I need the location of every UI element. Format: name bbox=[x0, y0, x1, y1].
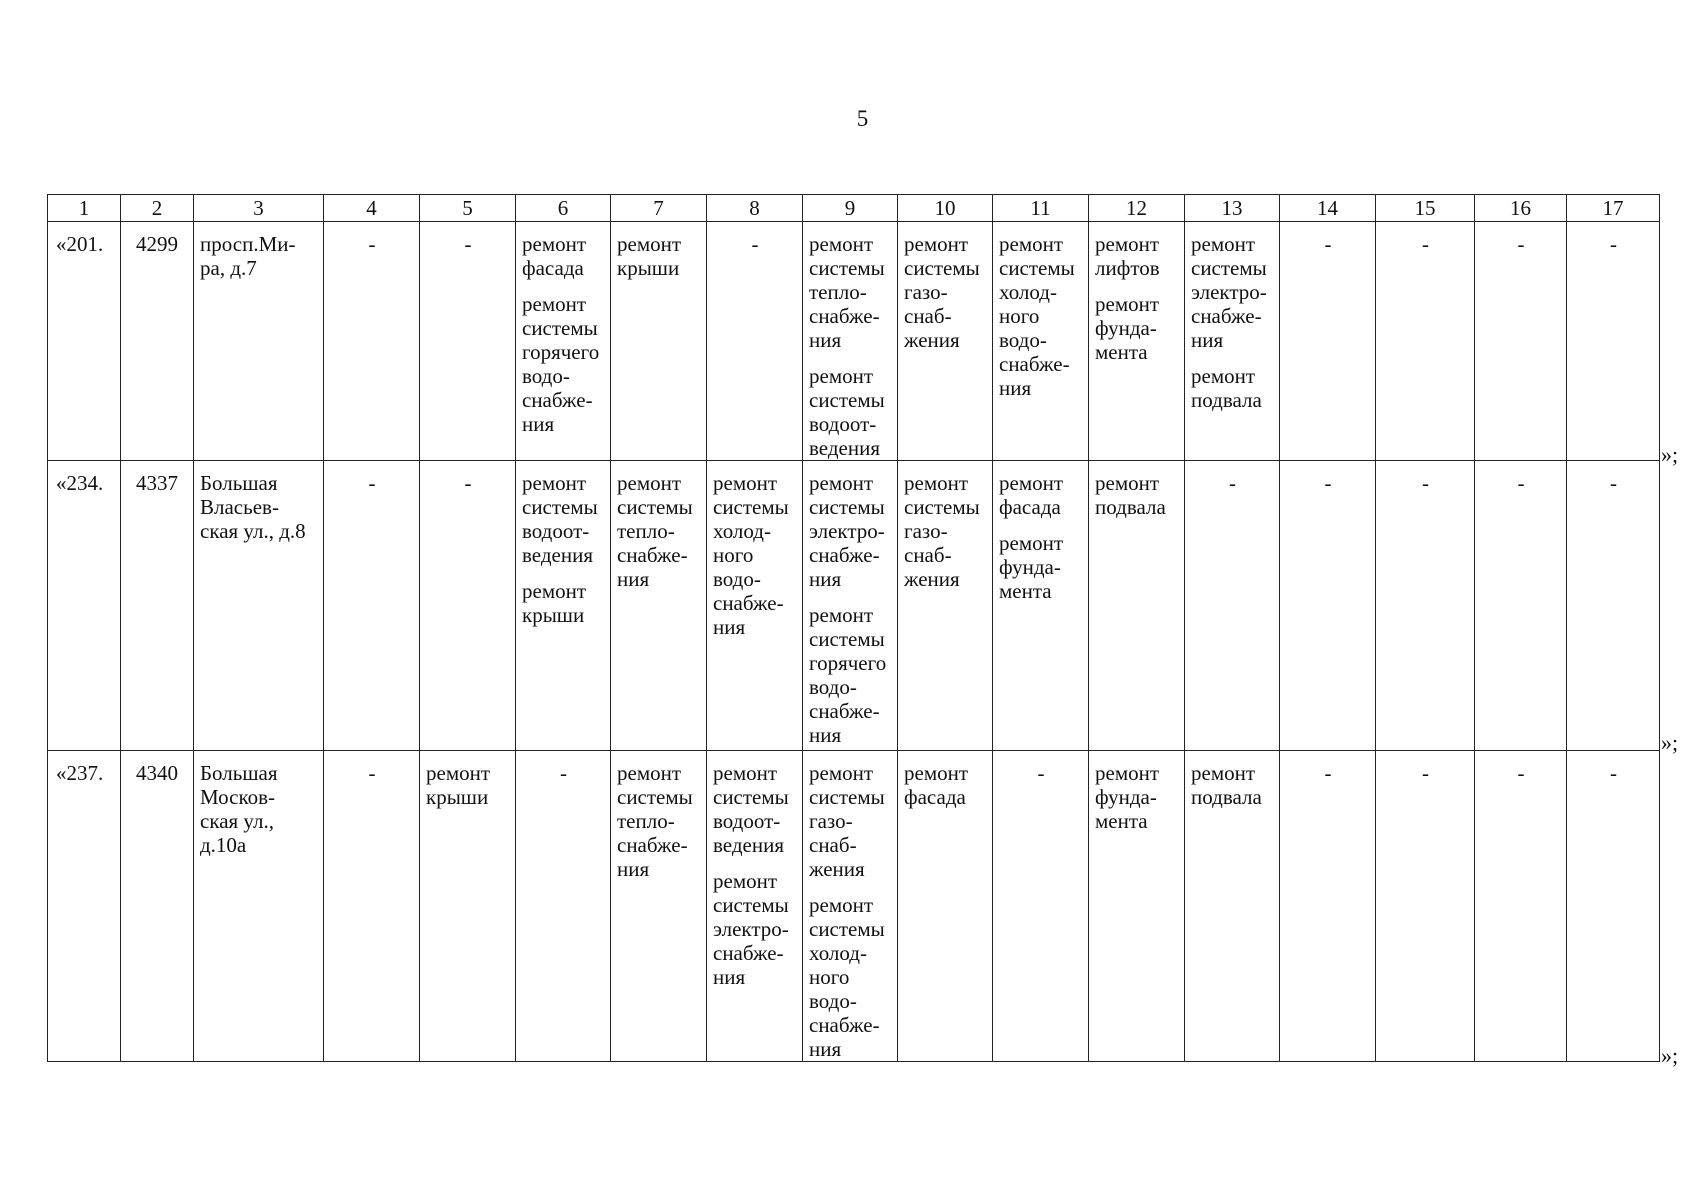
cell-text-line: - bbox=[1517, 232, 1525, 256]
cell-text-line: ремонт bbox=[617, 471, 682, 495]
cell-text-line: тепло- bbox=[617, 809, 675, 833]
column-header: 16 bbox=[1475, 195, 1567, 222]
cell-text-line: мента bbox=[999, 579, 1052, 603]
cell-entry bbox=[809, 471, 892, 591]
cell-text-line: электро- bbox=[1191, 280, 1267, 304]
cell-text-line: снабже- bbox=[809, 543, 880, 567]
column-header: 8 bbox=[707, 195, 803, 222]
table-row bbox=[48, 222, 1660, 461]
cell-text-line: системы bbox=[809, 388, 885, 412]
cell-entry bbox=[1481, 232, 1561, 256]
table-cell bbox=[1475, 751, 1567, 1062]
table-cell bbox=[898, 461, 993, 751]
page-number: 5 bbox=[856, 106, 869, 131]
cell-entry bbox=[1286, 761, 1370, 785]
cell-text-line: системы bbox=[1191, 256, 1267, 280]
cell-text-line: горячего bbox=[522, 340, 600, 364]
table-cell bbox=[707, 461, 803, 751]
cell-text-line: ская ул., д.8 bbox=[200, 519, 306, 543]
cell-text-line: ремонт bbox=[999, 232, 1064, 256]
cell-text-line: ремонт bbox=[1191, 761, 1256, 785]
table-cell bbox=[194, 461, 324, 751]
cell-entry bbox=[617, 761, 701, 881]
cell-text-line: просп.Ми- bbox=[200, 232, 296, 256]
cell-entry bbox=[1382, 471, 1469, 495]
table-cell bbox=[324, 222, 420, 461]
cell-text-line: водоот- bbox=[809, 412, 877, 436]
cell-text-line: Большая bbox=[200, 761, 278, 785]
cell-entry bbox=[200, 232, 318, 280]
cell-text-line: - bbox=[1610, 232, 1617, 256]
cell-text-line: - bbox=[368, 761, 376, 785]
cell-text-line: ская ул., bbox=[200, 809, 274, 833]
cell-entry bbox=[999, 531, 1083, 603]
cell-entry bbox=[999, 761, 1083, 785]
cell-text-line: ния bbox=[809, 567, 842, 591]
cell-text-line: снаб- bbox=[809, 833, 857, 857]
cell-text-line: ного bbox=[713, 543, 754, 567]
cell-entry bbox=[713, 869, 797, 989]
cell-text-line: - bbox=[1324, 471, 1332, 495]
cell-text-line: «237. bbox=[56, 761, 104, 785]
cell-entry bbox=[904, 761, 987, 809]
table-cell bbox=[420, 461, 516, 751]
cell-text-line: ния bbox=[1191, 328, 1224, 352]
table-cell bbox=[611, 751, 707, 1062]
cell-entry bbox=[617, 471, 701, 591]
cell-entry bbox=[56, 471, 118, 495]
table-cell bbox=[1475, 222, 1567, 461]
cell-text-line: жения bbox=[904, 328, 960, 352]
cell-text-line: газо- bbox=[809, 809, 853, 833]
column-header: 15 bbox=[1376, 195, 1475, 222]
cell-entry bbox=[123, 471, 191, 495]
cell-entry bbox=[522, 292, 605, 436]
table-cell bbox=[121, 461, 194, 751]
cell-text-line: фунда- bbox=[999, 555, 1061, 579]
cell-text-line: электро- bbox=[809, 519, 885, 543]
cell-text-line: водо- bbox=[713, 567, 761, 591]
column-header: 4 bbox=[324, 195, 420, 222]
cell-entry bbox=[1191, 364, 1274, 412]
table-cell bbox=[707, 751, 803, 1062]
cell-text-line: системы bbox=[809, 627, 885, 651]
table-cell bbox=[1475, 461, 1567, 751]
cell-text-line: ния bbox=[617, 567, 650, 591]
cell-text-line: ремонт bbox=[522, 232, 587, 256]
cell-text-line: ремонт bbox=[809, 893, 874, 917]
cell-entry bbox=[1573, 232, 1654, 256]
column-header: 11 bbox=[993, 195, 1089, 222]
cell-text-line: ния bbox=[522, 412, 555, 436]
cell-entry bbox=[1095, 471, 1179, 519]
table-cell bbox=[194, 222, 324, 461]
row-end-quote-marker: »; bbox=[1661, 1043, 1679, 1068]
cell-text-line: тепло- bbox=[809, 280, 867, 304]
cell-text-line: ремонт bbox=[713, 869, 778, 893]
cell-text-line: - bbox=[1610, 471, 1617, 495]
table-cell bbox=[1185, 222, 1280, 461]
cell-text-line: водоот- bbox=[522, 519, 590, 543]
column-header: 2 bbox=[121, 195, 194, 222]
table-cell bbox=[516, 222, 611, 461]
cell-text-line: ния bbox=[713, 615, 746, 639]
cell-text-line: фасада bbox=[522, 256, 584, 280]
cell-text-line: ного bbox=[999, 304, 1040, 328]
cell-text-line: снабже- bbox=[809, 304, 880, 328]
cell-entry bbox=[1191, 761, 1274, 809]
cell-entry bbox=[1095, 761, 1179, 833]
table-cell bbox=[324, 461, 420, 751]
cell-text-line: - bbox=[1610, 761, 1617, 785]
column-header: 9 bbox=[803, 195, 898, 222]
cell-text-line: Большая bbox=[200, 471, 278, 495]
table-cell bbox=[48, 461, 121, 751]
table-cell bbox=[993, 222, 1089, 461]
cell-text-line: водо- bbox=[809, 989, 857, 1013]
cell-text-line: фунда- bbox=[1095, 785, 1157, 809]
cell-text-line: снабже- bbox=[713, 941, 784, 965]
cell-text-line: крыши bbox=[522, 603, 585, 627]
cell-entry bbox=[999, 471, 1083, 519]
cell-text-line: ремонт bbox=[617, 761, 682, 785]
cell-text-line: холод- bbox=[999, 280, 1057, 304]
cell-entry bbox=[809, 232, 892, 352]
cell-text-line: ремонт bbox=[426, 761, 491, 785]
cell-text-line: ремонт bbox=[1095, 471, 1160, 495]
cell-entry bbox=[904, 232, 987, 352]
table-cell bbox=[1185, 461, 1280, 751]
table-cell bbox=[611, 222, 707, 461]
cell-text-line: ремонт bbox=[1191, 364, 1256, 388]
column-number-header-row bbox=[48, 195, 1660, 222]
cell-text-line: системы bbox=[809, 785, 885, 809]
table-cell bbox=[194, 751, 324, 1062]
cell-text-line: горячего bbox=[809, 651, 887, 675]
cell-text-line: тепло- bbox=[617, 519, 675, 543]
cell-entry bbox=[1481, 471, 1561, 495]
cell-text-line: системы bbox=[522, 495, 598, 519]
cell-entry bbox=[1573, 471, 1654, 495]
cell-entry bbox=[904, 471, 987, 591]
column-header: 13 bbox=[1185, 195, 1280, 222]
cell-text-line: снаб- bbox=[904, 543, 952, 567]
table-cell bbox=[993, 751, 1089, 1062]
repair-schedule-table bbox=[47, 194, 1660, 1062]
column-header: 5 bbox=[420, 195, 516, 222]
column-header: 14 bbox=[1280, 195, 1376, 222]
cell-text-line: подвала bbox=[1191, 388, 1262, 412]
cell-text-line: фунда- bbox=[1095, 316, 1157, 340]
row-end-quote-marker: »; bbox=[1661, 730, 1679, 755]
table-cell bbox=[1089, 751, 1185, 1062]
cell-text-line: фасада bbox=[904, 785, 966, 809]
cell-text-line: системы bbox=[809, 495, 885, 519]
cell-text-line: 4340 bbox=[136, 761, 178, 785]
cell-text-line: - bbox=[464, 471, 472, 495]
table-cell bbox=[324, 751, 420, 1062]
cell-entry bbox=[617, 232, 701, 280]
cell-text-line: - bbox=[1517, 471, 1525, 495]
cell-entry bbox=[1191, 471, 1274, 495]
cell-text-line: ремонт bbox=[713, 761, 778, 785]
cell-text-line: - bbox=[1422, 232, 1429, 256]
cell-entry bbox=[1095, 292, 1179, 364]
cell-text-line: - bbox=[560, 761, 567, 785]
cell-entry bbox=[1382, 232, 1469, 256]
table-cell bbox=[1376, 751, 1475, 1062]
table-cell bbox=[420, 751, 516, 1062]
cell-text-line: снабже- bbox=[809, 699, 880, 723]
table-cell bbox=[707, 222, 803, 461]
cell-text-line: ведения bbox=[522, 543, 593, 567]
cell-text-line: системы bbox=[999, 256, 1075, 280]
column-header: 7 bbox=[611, 195, 707, 222]
cell-text-line: системы bbox=[713, 495, 789, 519]
cell-text-line: газо- bbox=[904, 280, 948, 304]
cell-text-line: снабже- bbox=[522, 388, 593, 412]
cell-text-line: ра, д.7 bbox=[200, 256, 257, 280]
cell-text-line: - bbox=[464, 232, 472, 256]
cell-text-line: ния bbox=[809, 723, 842, 747]
table-cell bbox=[898, 222, 993, 461]
cell-text-line: - bbox=[1517, 761, 1525, 785]
column-header: 6 bbox=[516, 195, 611, 222]
table-cell bbox=[121, 751, 194, 1062]
table-cell bbox=[1567, 751, 1660, 1062]
cell-entry bbox=[713, 232, 797, 256]
cell-text-line: - bbox=[751, 232, 759, 256]
cell-entry bbox=[330, 471, 414, 495]
cell-text-line: - bbox=[1324, 232, 1332, 256]
cell-text-line: холод- bbox=[713, 519, 771, 543]
cell-text-line: снабже- bbox=[617, 833, 688, 857]
cell-text-line: холод- bbox=[809, 941, 867, 965]
cell-text-line: ремонт bbox=[522, 292, 587, 316]
cell-entry bbox=[522, 761, 605, 785]
cell-text-line: - bbox=[1422, 761, 1429, 785]
cell-text-line: системы bbox=[522, 316, 598, 340]
cell-text-line: ния bbox=[809, 1037, 842, 1061]
cell-entry bbox=[522, 579, 605, 627]
cell-text-line: - bbox=[1037, 761, 1045, 785]
cell-text-line: мента bbox=[1095, 809, 1148, 833]
cell-text-line: - bbox=[1229, 471, 1236, 495]
cell-entry bbox=[200, 761, 318, 857]
cell-entry bbox=[1481, 761, 1561, 785]
cell-text-line: - bbox=[1324, 761, 1332, 785]
cell-text-line: ремонт bbox=[1095, 292, 1160, 316]
table-cell bbox=[1089, 222, 1185, 461]
cell-text-line: водо- bbox=[522, 364, 570, 388]
cell-entry bbox=[522, 471, 605, 567]
cell-text-line: снабже- bbox=[999, 352, 1070, 376]
cell-entry bbox=[809, 893, 892, 1061]
table-cell bbox=[1376, 461, 1475, 751]
table-row bbox=[48, 461, 1660, 751]
column-header: 10 bbox=[898, 195, 993, 222]
cell-text-line: снабже- bbox=[1191, 304, 1262, 328]
table-row bbox=[48, 751, 1660, 1062]
cell-text-line: системы bbox=[904, 495, 980, 519]
cell-entry bbox=[809, 761, 892, 881]
table-cell bbox=[803, 461, 898, 751]
table-cell bbox=[803, 751, 898, 1062]
table-cell bbox=[121, 222, 194, 461]
cell-text-line: ведения bbox=[809, 436, 880, 460]
cell-text-line: водо- bbox=[999, 328, 1047, 352]
cell-text-line: Власьев- bbox=[200, 495, 279, 519]
cell-text-line: мента bbox=[1095, 340, 1148, 364]
cell-text-line: Москов- bbox=[200, 785, 276, 809]
table-cell bbox=[1376, 222, 1475, 461]
cell-entry bbox=[1382, 761, 1469, 785]
cell-text-line: системы bbox=[904, 256, 980, 280]
cell-entry bbox=[426, 761, 510, 809]
cell-text-line: «201. bbox=[56, 232, 104, 256]
cell-text-line: электро- bbox=[713, 917, 789, 941]
cell-entry bbox=[123, 232, 191, 256]
cell-text-line: ремонт bbox=[904, 232, 969, 256]
cell-text-line: ремонт bbox=[1095, 232, 1160, 256]
cell-text-line: водо- bbox=[809, 675, 857, 699]
table-cell bbox=[48, 222, 121, 461]
cell-text-line: ремонт bbox=[809, 232, 874, 256]
cell-text-line: «234. bbox=[56, 471, 104, 495]
column-header: 17 bbox=[1567, 195, 1660, 222]
cell-text-line: системы bbox=[617, 785, 693, 809]
table-cell bbox=[48, 751, 121, 1062]
cell-text-line: ремонт bbox=[809, 364, 874, 388]
cell-text-line: лифтов bbox=[1095, 256, 1160, 280]
table-cell bbox=[1280, 461, 1376, 751]
cell-text-line: ремонт bbox=[713, 471, 778, 495]
cell-text-line: снабже- bbox=[713, 591, 784, 615]
cell-entry bbox=[330, 761, 414, 785]
cell-entry bbox=[1095, 232, 1179, 280]
table-cell bbox=[516, 461, 611, 751]
cell-text-line: - bbox=[368, 232, 376, 256]
cell-text-line: ремонт bbox=[1095, 761, 1160, 785]
cell-text-line: системы bbox=[809, 917, 885, 941]
cell-text-line: 4337 bbox=[136, 471, 178, 495]
cell-text-line: ния bbox=[809, 328, 842, 352]
cell-text-line: ремонт bbox=[809, 603, 874, 627]
cell-entry bbox=[809, 603, 892, 747]
table-cell bbox=[1280, 751, 1376, 1062]
cell-text-line: д.10а bbox=[200, 833, 247, 857]
cell-text-line: снабже- bbox=[617, 543, 688, 567]
table-cell bbox=[1185, 751, 1280, 1062]
cell-text-line: ния bbox=[999, 376, 1032, 400]
table-cell bbox=[420, 222, 516, 461]
cell-entry bbox=[1573, 761, 1654, 785]
table-cell bbox=[898, 751, 993, 1062]
cell-text-line: - bbox=[1422, 471, 1429, 495]
table-cell bbox=[1567, 461, 1660, 751]
cell-text-line: ного bbox=[809, 965, 850, 989]
cell-entry bbox=[713, 471, 797, 639]
cell-entry bbox=[426, 471, 510, 495]
cell-text-line: ремонт bbox=[904, 761, 969, 785]
cell-text-line: ремонт bbox=[1191, 232, 1256, 256]
cell-text-line: ремонт bbox=[999, 531, 1064, 555]
cell-entry bbox=[426, 232, 510, 256]
cell-entry bbox=[1191, 232, 1274, 352]
column-header: 3 bbox=[194, 195, 324, 222]
table-cell bbox=[993, 461, 1089, 751]
cell-text-line: жения bbox=[904, 567, 960, 591]
cell-entry bbox=[56, 232, 118, 256]
column-header: 12 bbox=[1089, 195, 1185, 222]
cell-text-line: - bbox=[368, 471, 376, 495]
cell-entry bbox=[713, 761, 797, 857]
cell-text-line: подвала bbox=[1095, 495, 1166, 519]
cell-entry bbox=[522, 232, 605, 280]
cell-text-line: снабже- bbox=[809, 1013, 880, 1037]
cell-text-line: системы bbox=[713, 785, 789, 809]
table-cell bbox=[1567, 222, 1660, 461]
cell-text-line: крыши bbox=[426, 785, 489, 809]
cell-text-line: подвала bbox=[1191, 785, 1262, 809]
table-cell bbox=[1280, 222, 1376, 461]
table-cell bbox=[516, 751, 611, 1062]
cell-text-line: жения bbox=[809, 857, 865, 881]
column-header: 1 bbox=[48, 195, 121, 222]
cell-entry bbox=[200, 471, 318, 543]
cell-text-line: крыши bbox=[617, 256, 680, 280]
cell-text-line: ремонт bbox=[904, 471, 969, 495]
cell-text-line: ремонт bbox=[999, 471, 1064, 495]
cell-text-line: ния bbox=[713, 965, 746, 989]
cell-text-line: ремонт bbox=[809, 761, 874, 785]
cell-entry bbox=[56, 761, 118, 785]
cell-text-line: водоот- bbox=[713, 809, 781, 833]
cell-text-line: ния bbox=[617, 857, 650, 881]
cell-text-line: ведения bbox=[713, 833, 784, 857]
cell-entry bbox=[999, 232, 1083, 400]
cell-text-line: системы bbox=[713, 893, 789, 917]
row-end-quote-marker: »; bbox=[1661, 442, 1679, 467]
cell-entry bbox=[330, 232, 414, 256]
table-cell bbox=[611, 461, 707, 751]
cell-text-line: газо- bbox=[904, 519, 948, 543]
cell-text-line: ремонт bbox=[617, 232, 682, 256]
cell-text-line: ремонт bbox=[522, 579, 587, 603]
cell-text-line: фасада bbox=[999, 495, 1061, 519]
table-cell bbox=[803, 222, 898, 461]
cell-text-line: 4299 bbox=[136, 232, 178, 256]
cell-entry bbox=[1286, 232, 1370, 256]
table-cell bbox=[1089, 461, 1185, 751]
cell-text-line: системы bbox=[809, 256, 885, 280]
cell-text-line: системы bbox=[617, 495, 693, 519]
cell-entry bbox=[1286, 471, 1370, 495]
cell-entry bbox=[809, 364, 892, 460]
cell-text-line: ремонт bbox=[809, 471, 874, 495]
cell-entry bbox=[123, 761, 191, 785]
cell-text-line: снаб- bbox=[904, 304, 952, 328]
cell-text-line: ремонт bbox=[522, 471, 587, 495]
